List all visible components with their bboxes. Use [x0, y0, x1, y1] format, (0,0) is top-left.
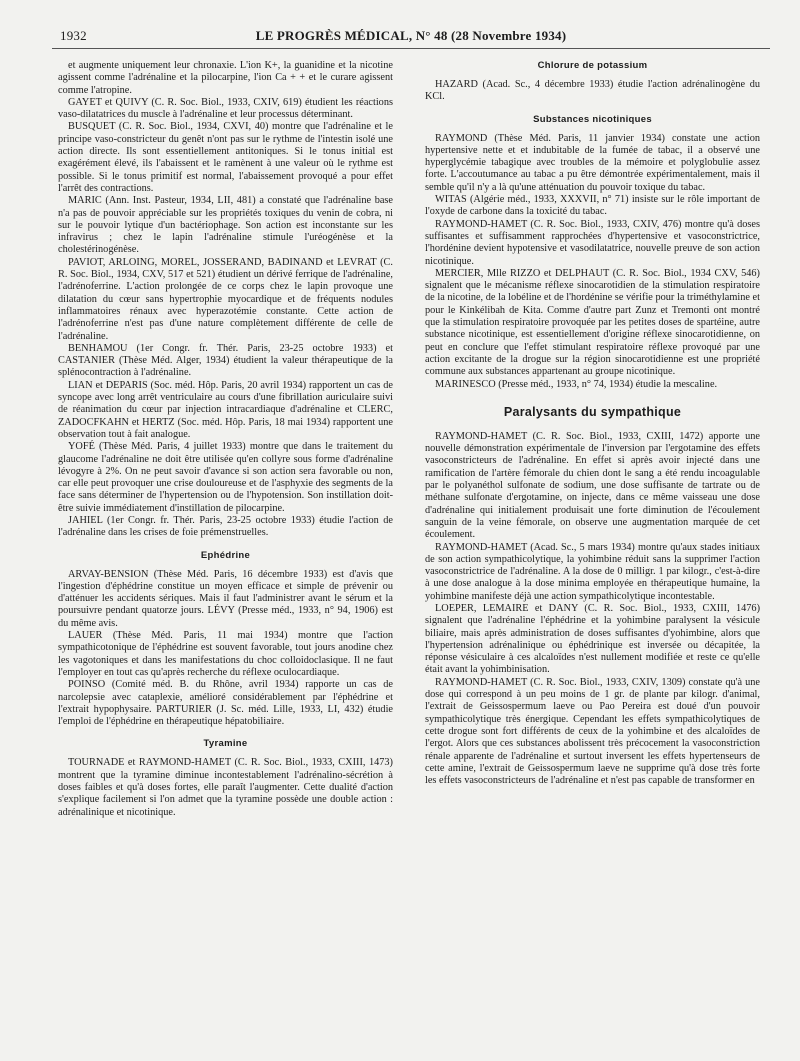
header-rule [52, 48, 770, 49]
paragraph: MARINESCO (Presse méd., 1933, n° 74, 1934) étudie la mescaline. [435, 378, 718, 390]
page-header [52, 28, 770, 48]
paragraph: POINSO (Comité méd. B. du Rhône, avril 1934) rapporte un cas de narcolepsie avec cataplexie, amélioré considérablement par l'éphédrine et l'extrait hypophysaire. PARTURIER (J. Sc. méd. Lille, 1933, LI, 432) étudie l'emploi de l'éphédrine en thérapeutique hépatobiliaire. [58, 679, 393, 728]
paragraph: TOURNADE et RAYMOND-HAMET (C. R. Soc. Biol., 1933, CXIII, 1473) montrent que la tyramine diminue incontestablement l'adrénalino-sécrétion à doses faibles et qu'à doses fortes, elle paraît l'augmenter. Cette dualité d'action s'explique facilement si l'on admet que la tyramine possède une double action : adrénalinique et nicotinique. [58, 757, 393, 818]
paragraph: WITAS (Algérie méd., 1933, XXXVII, n° 71) insiste sur le rôle important de l'oxyde de carbone dans la toxicité du tabac. [425, 194, 760, 218]
paragraph: RAYMOND-HAMET (C. R. Soc. Biol., 1933, CXIV, 476) montre qu'à doses suffisantes et suffisamment rapprochées d'hypertensive et vasoconstrictrice, l'hordénine devient hypotensive et vasodilatatrice, nouvelle preuve de son action nicotinique. [425, 218, 760, 267]
paragraph: MERCIER, Mlle RIZZO et DELPHAUT (C. R. Soc. Biol., 1934 CXV, 546) signalent que le mécanisme réflexe sinocarotidien de la stimulation respiratoire de la nicotine, de la lobéline et de l'hordénine se vérifie pour la triméthylamine et pour le Kinkélibah de Kita. Comme d'autre part Zunz et Tremonti ont montré que la stimulation respiratoire provoquée par les petites doses de spartéine, autre substance nicotinique, est essentiellement d'origine réflexe sinocarotidienne, on peut en conclure que l'effet stimulant respiratoire réflexe provoqué par une action excitante de la drogue sur la région sinocarotidienne est une propriété commune aux substances appartenant au groupe nicotinique. [425, 267, 760, 378]
paragraph: HAZARD (Acad. Sc., 4 décembre 1933) étudie l'action adrénalinogène du KCl. [425, 79, 760, 103]
paragraph: MARIC (Ann. Inst. Pasteur, 1934, LII, 481) a constaté que l'adrénaline base n'a pas de pouvoir appréciable sur les propriétés toxiques du venin de cobra, ni sur le pouvoir lytique d'un bactériophage. Son action est inconstante sur les infravirus ; chez le lapin l'adrénaline stimule l'uréogénèse et la cholestérinogénèse. [58, 195, 393, 256]
paragraph: JAHIEL (1er Congr. fr. Thér. Paris, 23-25 octobre 1933) étudie l'action de l'adrénaline dans les crises de foie prémenstruelles. [58, 514, 393, 539]
paragraph: RAYMOND (Thèse Méd. Paris, 11 janvier 1934) constate une action hypertensive nette et et indubitable de la fumée de tabac, il a observé une hyperglycémie tabagique avec troubles de la mémoire et polyglobulie assez forte. L'accoutumance au tabac a pu être démontrée expérimentalement, mais il semble qu'il n'y a là qu'une atténuation du pouvoir toxique du tabac. [425, 132, 760, 193]
section-heading-ephedrine: Ephédrine [200, 549, 251, 561]
paragraph: RAYMOND-HAMET (Acad. Sc., 5 mars 1934) montre qu'aux stades initiaux de son action sympathicolytique, la yohimbine réduit sans la supprimer l'action vasoconstrictrice de l'adrénaline. A la dose de 0 milligr. 1 par kilogr., c'est-à-dire à une dose analogue à la dose minima employée en thérapeutique humaine, la yohimbine manifeste déjà une action sympathicolytique incontestable. [425, 541, 760, 602]
section-heading-chlorure: Chlorure de potassium [537, 60, 648, 71]
paragraph: RAYMOND-HAMET (C. R. Soc. Biol., 1933, CXIV, 1309) constate qu'à une dose qui correspond à un peu moins de 1 gr. de plante par kilogr. d'animal, l'extrait de Geissospermum laeve ou Pao Pereira est doué d'un pouvoir sympathicolytique très énergique. Cependant les effets sympathicolytiques de cette drogue sont fort différents de ceux de la yohimbine et des alcaloïdes de l'ergot. Alors que ces substances abolissent très précocement la vasoconstriction rénale apparente de l'adrénaline et surtout inversent les effets hypertenseurs de cette amine, l'extrait de Geissospermum laeve ne supprime qu'à dose très forte les effets vasoconstricteurs de l'adrénaline et n'est pas capable de transformer en [425, 676, 760, 787]
paragraph: RAYMOND-HAMET (C. R. Soc. Biol., 1933, CXIII, 1472) apporte une nouvelle démonstration expérimentale de l'inversion par l'ergotamine des effets vasoconstricteurs de l'adrénaline. En effet si après avoir injecté dans une ramification de l'artère fémorale du chien dont le sang a été rendu incoagulable par le polyanéthol sulfonate de sodium, une dose suffisante de tartrate ou de méthane sulfonate d'ergotamine, on injecte, dans ce même vaisseau une dose d'adrénaline qui initialement produisait une forte diminution de l'écoulement sanguin de la veine fémorale, on observe une augmentation marquée de cet écoulement. [425, 430, 760, 541]
paragraph: PAVIOT, ARLOING, MOREL, JOSSERAND, BADINAND et LEVRAT (C. R. Soc. Biol., 1934, CXV, 517 et 521) étudient un dérivé ferrique de l'adrénaline, l'adrénoferrine. L'action prolongée de ce corps chez le lapin provoque une dilatation du cœur sans hypertrophie myocardique et de fréquents nodules inflammatoires rénaux avec hyperazotémie constante. Cette action de l'adrénoferrine n'est pas d'une nature complètement différente de celle de l'adrénaline. [58, 256, 393, 342]
paragraph: YOFÉ (Thèse Méd. Paris, 4 juillet 1933) montre que dans le traitement du glaucome l'adrénaline ne doit être utilisée qu'en collyre sous forme d'adrénaline lévogyre à 2%. On ne peut savoir d'avance si son action sera favorable ou non, car elle peut provoquer une crise douloureuse et de l'asphyxie des segments de la face sans déterminer de l'hypertension ou de l'hypotension. Son instillation doit-être suivie immédiatement d'instillation de pilocarpine. [58, 441, 393, 514]
paragraph: et augmente uniquement leur chronaxie. L'ion K+, la guanidine et la nicotine agissent comme l'adrénaline et la pilocarpine, l'ion Ca + + et le curare agissent comme l'atropine. [58, 60, 393, 96]
paragraph: GAYET et QUIVY (C. R. Soc. Biol., 1933, CXIV, 619) étudient les réactions vaso-dilatatrices du muscle à l'adrénaline et leur processus déterminant. [58, 96, 393, 121]
section-heading-paralysants: Paralysants du sympathique [503, 404, 682, 419]
right-column [425, 60, 760, 787]
running-title: LE PROGRÈS MÉDICAL, N° 48 (28 Novembre 1934) [255, 28, 567, 43]
paragraph: LOEPER, LEMAIRE et DANY (C. R. Soc. Biol., 1933, CXIII, 1476) signalent que l'adrénaline l'éphédrine et la yohimbine paralysent la vésicule biliaire, mais après administration de doses suffisantes d'yohimbine, alors que l'hypertension adrénalinique ou éphédrinique est inversée ou décapitée, la réponse vésiculaire à ces alcaloïdes n'est nullement modifiée et reste ce qu'elle était avant la yohimbinisation. [425, 602, 760, 676]
paragraph: ARVAY-BENSION (Thèse Méd. Paris, 16 décembre 1933) est d'avis que l'ingestion d'éphédrine constitue un moyen efficace et simple de prévenir ou d'atténuer les accidents sériques. Mais il faut l'administrer avant le sérum et la poursuivre pendant quatorze jours. LÉVY (Presse méd., 1933, n° 94, 1906) est du même avis. [58, 568, 393, 629]
paragraph: LAUER (Thèse Méd. Paris, 11 mai 1934) montre que l'action sympathicotonique de l'éphédrine est souvent favorable, tout jours anodine chez les vagotoniques et dans les manifestations du choc colloidoclasique. Il ne faut l'employer en tout cas qu'après recherche du réflexe oculocardiaque. [58, 630, 393, 678]
left-column [58, 60, 393, 819]
section-heading-tyramine: Tyramine [203, 738, 248, 750]
paragraph: BUSQUET (C. R. Soc. Biol., 1934, CXVI, 40) montre que l'adrénaline et le principe vaso-constricteur du genêt n'ont pas sur le rythme de l'intestin isolé une action directe. Ils sont essentiellement antitoniques. Si le tonus initial est exagérément élevé, ils l'abaissent et le ramènent à une valeur où le rythme est possible. Si le tonus primitif est normal, l'abaissement provoqué a pour effet l'arrêt des contractions. [58, 121, 393, 194]
paragraph: LIAN et DEPARIS (Soc. méd. Hôp. Paris, 20 avril 1934) rapportent un cas de syncope avec long arrêt ventriculaire au cours d'une fibrillation auriculaire suivi de réanimation du cœur par injection intracardiaque d'adrénaline et CLERC, ZADOCFKAHN et HERTZ (Soc. méd. Hôp. Paris, 18 mai 1934) rapportent une observation tout à fait analogue. [58, 379, 393, 440]
paragraph: BENHAMOU (1er Congr. fr. Thér. Paris, 23-25 octobre 1933) et CASTANIER (Thèse Méd. Alger, 1934) étudient la valeur thérapeutique de la splénocontraction à l'adrénaline. [58, 342, 393, 379]
section-heading-nicotinic: Substances nicotiniques [533, 113, 652, 125]
page-number: 1932 [60, 28, 87, 43]
